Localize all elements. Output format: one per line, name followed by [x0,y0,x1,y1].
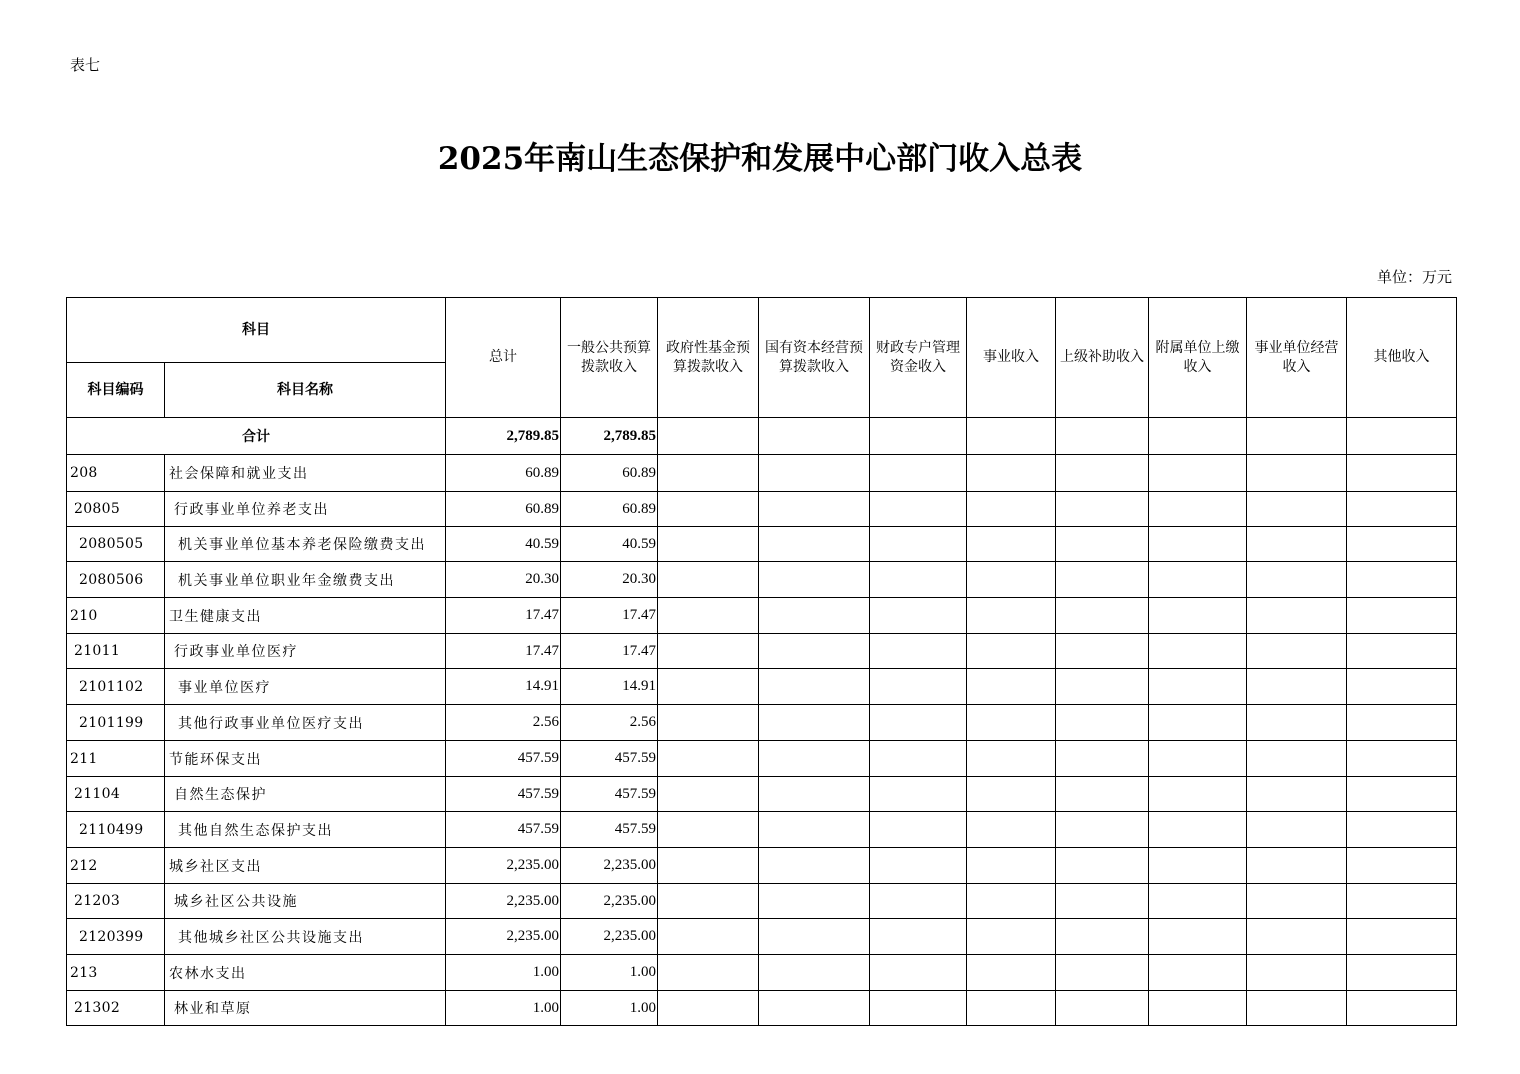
row-empty-cell [1149,562,1247,598]
row-name: 社会保障和就业支出 [165,455,446,492]
row-empty-cell [759,955,870,991]
row-name: 其他城乡社区公共设施支出 [165,919,446,955]
row-empty-cell [759,991,870,1026]
header-total: 总计 [446,298,561,418]
table-row [67,777,1457,812]
row-general-budget: 17.47 [561,634,658,669]
row-name: 事业单位医疗 [165,669,446,705]
row-empty-cell [1149,455,1247,492]
row-empty-cell [870,741,967,777]
row-empty-cell [1149,848,1247,884]
row-general-budget: 457.59 [561,812,658,848]
row-empty-cell [759,741,870,777]
row-empty-cell [1347,848,1457,884]
row-empty-cell [967,705,1056,741]
row-empty-cell [759,705,870,741]
row-general-budget: 2,235.00 [561,884,658,919]
table-row [67,598,1457,634]
row-empty-cell [1149,527,1247,562]
row-total: 2.56 [446,705,561,741]
row-empty-cell [1247,741,1347,777]
table-row [67,669,1457,705]
table-row [67,919,1457,955]
row-general-budget: 457.59 [561,777,658,812]
row-empty-cell [1149,669,1247,705]
row-empty-cell [967,492,1056,527]
row-empty-cell [1056,991,1149,1026]
row-general-budget: 1.00 [561,955,658,991]
row-empty-cell [1056,492,1149,527]
row-empty-cell [1347,598,1457,634]
row-empty-cell [658,741,759,777]
row-empty-cell [967,598,1056,634]
row-empty-cell [1247,884,1347,919]
row-total: 1.00 [446,991,561,1026]
header-operating: 事业单位经营收入 [1247,298,1347,418]
unit-label: 单位：万元 [1376,268,1452,286]
row-general-budget: 2,235.00 [561,919,658,955]
row-empty-cell [1056,955,1149,991]
table-row [67,884,1457,919]
row-total: 60.89 [446,492,561,527]
row-empty-cell [870,527,967,562]
row-name: 卫生健康支出 [165,598,446,634]
table-row [67,527,1457,562]
row-empty-cell [759,919,870,955]
row-empty-cell [1247,848,1347,884]
row-empty-cell [1347,955,1457,991]
row-empty-cell [1056,527,1149,562]
row-empty-cell [967,812,1056,848]
header-general-budget: 一般公共预算拨款收入 [561,298,658,418]
row-name: 其他行政事业单位医疗支出 [165,705,446,741]
table-row [67,562,1457,598]
row-general-budget: 1.00 [561,991,658,1026]
row-empty-cell [658,634,759,669]
row-empty-cell [1149,812,1247,848]
row-empty-cell [1056,741,1149,777]
row-empty-cell [1056,598,1149,634]
row-empty-cell [870,562,967,598]
row-empty-cell [759,455,870,492]
row-empty-cell [870,955,967,991]
row-empty-cell [1247,527,1347,562]
row-empty-cell [1247,598,1347,634]
header-superior-subsidy: 上级补助收入 [1056,298,1149,418]
row-general-budget: 60.89 [561,455,658,492]
row-empty-cell [1347,777,1457,812]
row-code: 2110499 [67,812,165,848]
row-empty-cell [967,634,1056,669]
row-empty-cell [658,848,759,884]
row-general-budget: 14.91 [561,669,658,705]
row-name: 其他自然生态保护支出 [165,812,446,848]
total-sum: 2,789.85 [446,418,561,455]
row-empty-cell [1056,634,1149,669]
row-empty-cell [1149,955,1247,991]
row-empty-cell [870,848,967,884]
row-empty-cell [870,634,967,669]
total-general-budget: 2,789.85 [561,418,658,455]
row-name: 自然生态保护 [165,777,446,812]
table-row [67,705,1457,741]
row-empty-cell [658,777,759,812]
row-empty-cell [658,884,759,919]
row-empty-cell [870,598,967,634]
row-general-budget: 17.47 [561,598,658,634]
row-name: 机关事业单位基本养老保险缴费支出 [165,527,446,562]
row-total: 14.91 [446,669,561,705]
row-empty-cell [1347,919,1457,955]
row-total: 17.47 [446,634,561,669]
row-name: 城乡社区公共设施 [165,884,446,919]
row-empty-cell [870,812,967,848]
row-code: 21302 [67,991,165,1026]
row-empty-cell [658,991,759,1026]
row-empty-cell [1149,705,1247,741]
row-code: 2080505 [67,527,165,562]
row-empty-cell [658,598,759,634]
row-name: 行政事业单位养老支出 [165,492,446,527]
table-row [67,455,1457,492]
row-code: 208 [67,455,165,492]
row-empty-cell [1247,991,1347,1026]
row-code: 21011 [67,634,165,669]
row-empty-cell [967,455,1056,492]
row-empty-cell [1056,669,1149,705]
row-total: 17.47 [446,598,561,634]
table-row [67,955,1457,991]
header-subject: 科目 [67,298,446,363]
table-row [67,741,1457,777]
header-code: 科目编码 [67,363,165,418]
row-empty-cell [870,919,967,955]
row-empty-cell [1149,741,1247,777]
row-name: 行政事业单位医疗 [165,634,446,669]
row-empty-cell [1347,812,1457,848]
row-empty-cell [1347,634,1457,669]
table-row [67,492,1457,527]
row-empty-cell [658,527,759,562]
total-label: 合计 [67,418,446,455]
row-total: 40.59 [446,527,561,562]
row-empty-cell [759,848,870,884]
row-empty-cell [658,705,759,741]
row-empty-cell [967,562,1056,598]
row-empty-cell [1247,562,1347,598]
row-empty-cell [870,492,967,527]
total-row [67,418,1457,455]
row-code: 21104 [67,777,165,812]
table-row [67,634,1457,669]
row-total: 457.59 [446,812,561,848]
row-empty-cell [967,919,1056,955]
row-code: 21203 [67,884,165,919]
row-empty-cell [1247,634,1347,669]
row-name: 农林水支出 [165,955,446,991]
row-empty-cell [967,669,1056,705]
row-empty-cell [1247,669,1347,705]
row-empty-cell [759,812,870,848]
row-empty-cell [1056,705,1149,741]
row-code: 211 [67,741,165,777]
row-empty-cell [1347,991,1457,1026]
row-empty-cell [1056,455,1149,492]
table-row [67,991,1457,1026]
row-empty-cell [1149,492,1247,527]
row-general-budget: 60.89 [561,492,658,527]
row-empty-cell [1247,492,1347,527]
row-general-budget: 457.59 [561,741,658,777]
row-empty-cell [1149,884,1247,919]
row-code: 2120399 [67,919,165,955]
row-total: 2,235.00 [446,919,561,955]
row-empty-cell [759,598,870,634]
row-total: 20.30 [446,562,561,598]
row-empty-cell [759,492,870,527]
row-empty-cell [759,562,870,598]
row-total: 2,235.00 [446,884,561,919]
row-empty-cell [759,527,870,562]
row-empty-cell [967,527,1056,562]
row-empty-cell [967,848,1056,884]
row-empty-cell [967,777,1056,812]
row-empty-cell [1347,562,1457,598]
row-name: 城乡社区支出 [165,848,446,884]
row-code: 213 [67,955,165,991]
row-empty-cell [1247,919,1347,955]
row-empty-cell [759,634,870,669]
row-empty-cell [870,455,967,492]
row-empty-cell [967,741,1056,777]
row-empty-cell [759,669,870,705]
row-general-budget: 40.59 [561,527,658,562]
row-empty-cell [1247,705,1347,741]
row-total: 60.89 [446,455,561,492]
row-general-budget: 2,235.00 [561,848,658,884]
row-empty-cell [1347,455,1457,492]
row-empty-cell [1347,741,1457,777]
header-business: 事业收入 [967,298,1056,418]
row-empty-cell [1347,527,1457,562]
table-row [67,848,1457,884]
row-empty-cell [1247,455,1347,492]
row-empty-cell [1056,919,1149,955]
row-empty-cell [870,991,967,1026]
row-empty-cell [967,991,1056,1026]
row-empty-cell [658,492,759,527]
row-empty-cell [870,884,967,919]
row-empty-cell [658,919,759,955]
row-empty-cell [658,812,759,848]
row-empty-cell [1149,919,1247,955]
row-empty-cell [1149,598,1247,634]
row-empty-cell [1247,812,1347,848]
row-code: 210 [67,598,165,634]
row-name: 节能环保支出 [165,741,446,777]
row-empty-cell [1247,955,1347,991]
row-empty-cell [658,955,759,991]
page-title: 2025年南山生态保护和发展中心部门收入总表 [437,141,1083,177]
row-code: 212 [67,848,165,884]
header-gov-fund: 政府性基金预算拨款收入 [658,298,759,418]
row-empty-cell [1149,777,1247,812]
row-name: 机关事业单位职业年金缴费支出 [165,562,446,598]
row-total: 1.00 [446,955,561,991]
row-general-budget: 2.56 [561,705,658,741]
row-empty-cell [1247,777,1347,812]
row-code: 2101102 [67,669,165,705]
row-total: 2,235.00 [446,848,561,884]
row-empty-cell [1347,669,1457,705]
header-name: 科目名称 [165,363,446,418]
row-general-budget: 20.30 [561,562,658,598]
row-empty-cell [870,777,967,812]
row-name: 林业和草原 [165,991,446,1026]
row-code: 2080506 [67,562,165,598]
row-total: 457.59 [446,777,561,812]
row-empty-cell [759,777,870,812]
header-other: 其他收入 [1347,298,1457,418]
row-empty-cell [658,669,759,705]
row-empty-cell [658,562,759,598]
row-empty-cell [658,455,759,492]
row-empty-cell [1056,777,1149,812]
header-special-fund: 财政专户管理资金收入 [870,298,967,418]
row-empty-cell [1056,812,1149,848]
table-row [67,812,1457,848]
table-number: 表七 [70,56,101,74]
row-empty-cell [759,884,870,919]
row-empty-cell [870,705,967,741]
header-state-capital: 国有资本经营预算拨款收入 [759,298,870,418]
row-empty-cell [1056,884,1149,919]
row-empty-cell [1347,492,1457,527]
row-empty-cell [967,884,1056,919]
income-summary-table [66,297,1457,1026]
header-affiliated: 附属单位上缴收入 [1149,298,1247,418]
row-code: 2101199 [67,705,165,741]
row-empty-cell [1149,634,1247,669]
row-empty-cell [1149,991,1247,1026]
row-empty-cell [870,669,967,705]
row-code: 20805 [67,492,165,527]
row-empty-cell [1347,884,1457,919]
row-empty-cell [1347,705,1457,741]
row-empty-cell [1056,562,1149,598]
row-empty-cell [967,955,1056,991]
row-empty-cell [1056,848,1149,884]
row-total: 457.59 [446,741,561,777]
